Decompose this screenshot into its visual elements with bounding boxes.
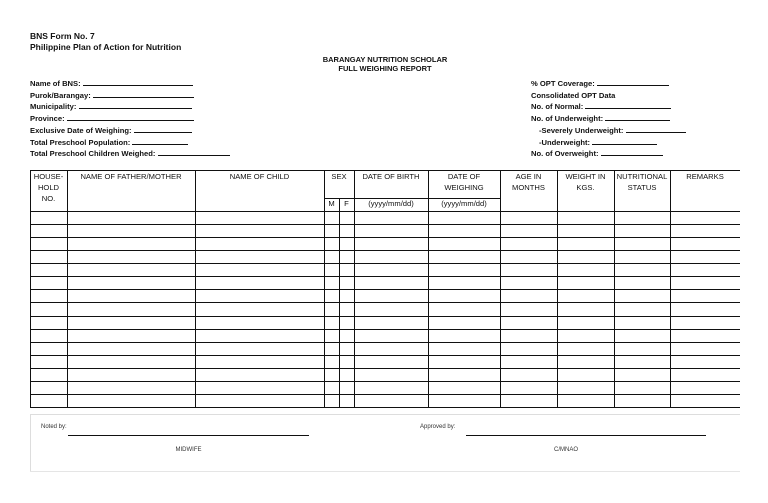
col-header-sex: SEX <box>331 172 347 181</box>
table-row-line <box>30 368 740 369</box>
form-number: BNS Form No. 7 <box>30 31 95 41</box>
col-header-date-of-birth: DATE OF BIRTH <box>362 172 420 181</box>
table-row-line <box>30 263 740 264</box>
footer-divider <box>30 414 740 415</box>
field-blank[interactable] <box>134 125 192 133</box>
field-province: Province: <box>30 113 230 125</box>
table-row-line <box>30 276 740 277</box>
field-municipality: Municipality: <box>30 101 230 113</box>
weighing-table <box>30 170 740 407</box>
table-row-line <box>30 407 740 408</box>
field-blank[interactable] <box>597 78 669 86</box>
table-row-line <box>30 316 740 317</box>
column-divider <box>67 170 68 407</box>
header-bottom-line <box>30 211 740 212</box>
field-underweight: -Underweight: <box>531 137 686 149</box>
page-bottom-edge <box>30 471 740 472</box>
subheader-line <box>324 198 500 199</box>
col-header-weight: WEIGHT IN KGS. <box>565 172 606 192</box>
field-no-underweight: No. of Underweight: <box>531 113 686 125</box>
column-divider <box>670 170 671 407</box>
table-row-line <box>30 381 740 382</box>
table-row-line <box>30 237 740 238</box>
approved-by-title: C/MNAO <box>554 447 578 453</box>
approved-by-label: Approved by: <box>420 424 456 430</box>
col-header-child-name: NAME OF CHILD <box>229 172 290 181</box>
column-divider <box>557 170 558 407</box>
report-title-line-2: FULL WEIGHING REPORT <box>338 64 432 73</box>
column-divider <box>428 170 429 407</box>
consolidated-opt-heading: Consolidated OPT Data <box>531 90 616 100</box>
report-title-line-1: BARANGAY NUTRITION SCHOLAR <box>322 55 448 64</box>
field-purok-barangay: Purok/Barangay: <box>30 90 230 102</box>
approved-by-signature-line[interactable] <box>466 435 706 436</box>
table-border-top <box>30 170 740 171</box>
field-no-normal: No. of Normal: <box>531 101 686 113</box>
field-no-overweight: No. of Overweight: <box>531 148 686 160</box>
program-name: Philippine Plan of Action for Nutrition <box>30 42 182 52</box>
table-row-line <box>30 329 740 330</box>
field-name-of-bns: Name of BNS: <box>30 78 230 90</box>
field-blank[interactable] <box>79 101 192 109</box>
col-header-remarks: REMARKS <box>686 172 724 181</box>
field-blank[interactable] <box>626 125 686 133</box>
field-blank[interactable] <box>158 148 230 156</box>
column-divider <box>614 170 615 407</box>
table-row-line <box>30 355 740 356</box>
col-header-sex-female: F <box>344 199 349 208</box>
col-header-parent-name: NAME OF FATHER/MOTHER <box>80 172 182 181</box>
field-blank[interactable] <box>592 137 657 145</box>
table-row-line <box>30 250 740 251</box>
col-header-date-of-weighing: DATE OF WEIGHING <box>444 172 484 192</box>
form-header <box>30 31 181 53</box>
field-blank[interactable] <box>585 101 671 109</box>
field-blank[interactable] <box>601 148 663 156</box>
table-row-line <box>30 289 740 290</box>
col-header-household: HOUSE- HOLD NO. <box>33 172 64 203</box>
table-row-line <box>30 302 740 303</box>
noted-by-title: MIDWIFE <box>175 447 202 453</box>
field-total-weighed: Total Preschool Children Weighed: <box>30 148 230 160</box>
bns-info-fields <box>30 78 230 160</box>
field-blank[interactable] <box>132 137 188 145</box>
table-row-line <box>30 394 740 395</box>
opt-data-fields <box>531 78 686 160</box>
report-title <box>280 55 490 73</box>
field-opt-coverage: % OPT Coverage: <box>531 78 686 90</box>
field-severely-underweight: -Severely Underweight: <box>531 125 686 137</box>
column-divider <box>324 170 325 407</box>
footer-edge <box>30 414 31 471</box>
noted-by-signature-line[interactable] <box>68 435 309 436</box>
field-exclusive-date: Exclusive Date of Weighing: <box>30 125 230 137</box>
col-header-age: AGE IN MONTHS <box>512 172 545 192</box>
noted-by-label: Noted by: <box>41 424 67 430</box>
field-blank[interactable] <box>605 113 670 121</box>
col-header-dow-format: (yyyy/mm/dd) <box>441 199 487 208</box>
column-divider <box>500 170 501 407</box>
field-blank[interactable] <box>93 90 194 98</box>
table-row-line <box>30 224 740 225</box>
column-divider <box>354 170 355 407</box>
column-divider <box>339 198 340 407</box>
col-header-nutritional-status: NUTRITIONAL STATUS <box>616 172 668 192</box>
column-divider <box>30 170 31 407</box>
field-total-population: Total Preschool Population: <box>30 137 230 149</box>
field-blank[interactable] <box>83 78 193 86</box>
table-row-line <box>30 342 740 343</box>
column-divider <box>195 170 196 407</box>
col-header-sex-male: M <box>328 199 335 208</box>
col-header-dob-format: (yyyy/mm/dd) <box>368 199 414 208</box>
field-blank[interactable] <box>67 113 194 121</box>
